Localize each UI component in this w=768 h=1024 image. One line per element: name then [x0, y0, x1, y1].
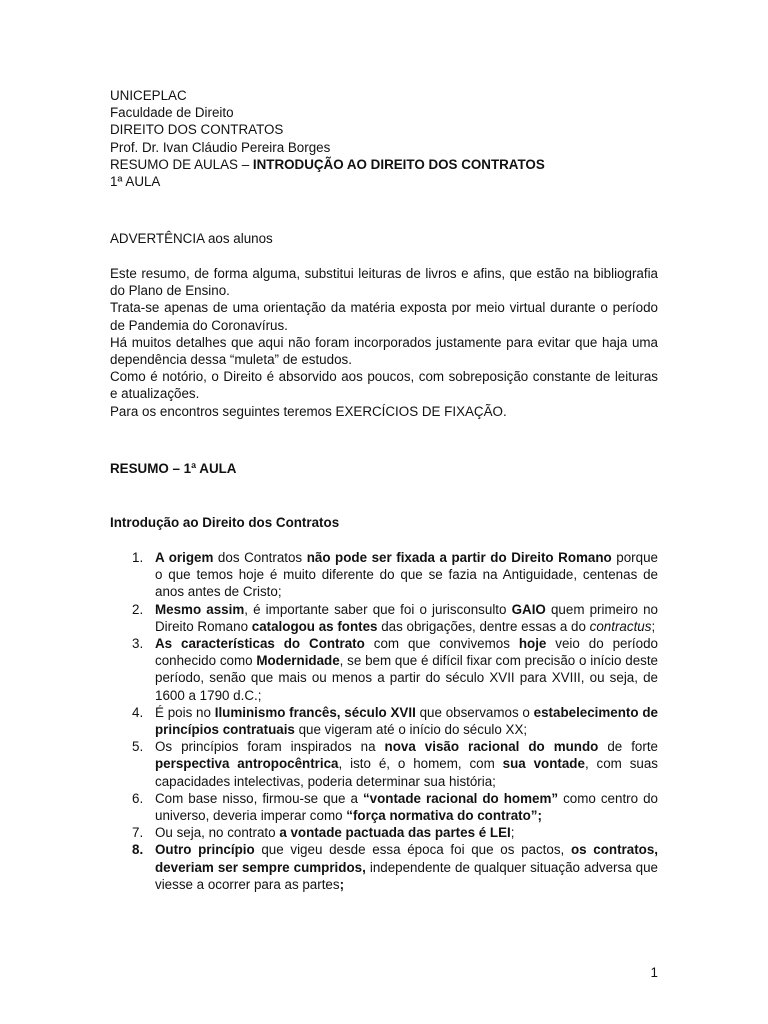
list-item	[110, 549, 658, 601]
list-item-number: 2.	[132, 601, 144, 617]
emphasis-text: A origem	[155, 550, 214, 565]
italic-text: contractus	[589, 618, 652, 634]
list-item-text: que vigeram até o início do século XX;	[294, 722, 528, 738]
emphasis-text: Iluminismo francês, século XVII	[214, 704, 416, 720]
list-item-text: , se bem que é difícil fixar com precisão o início deste período, senão que mais ou menos a partir do século XVII para XVIII, ou seja, de 1600 a 1790 d.C.;	[155, 653, 659, 703]
list-item-text: É pois no	[155, 704, 215, 720]
list-item-number: 8.	[132, 842, 144, 858]
list-item-number: 3.	[132, 636, 144, 652]
emphasis-text: não pode ser fixada a partir do Direito Romano	[306, 550, 612, 565]
list-item-text: , isto é, o homem, com	[338, 756, 503, 772]
list-item-text: como centro do universo, deveria imperar como	[155, 790, 658, 824]
warning-paragraph: Como é notório, o Direito é absorvido aos poucos, com sobreposição constante de leituras e atualizações.	[110, 369, 658, 402]
list-item-text: com que convivemos	[364, 636, 519, 652]
list-item-number: 7.	[132, 825, 144, 841]
list-item-text: dos Contratos	[213, 550, 307, 565]
list-item-text: , com suas capacidades intelectivas, poderia determinar sua história;	[155, 756, 658, 789]
list-item-text: , é importante saber que foi o jurisconsulto	[244, 601, 512, 617]
emphasis-text: os contratos, deveriam ser sempre cumpridos,	[155, 842, 658, 875]
summary-title-line	[110, 156, 658, 173]
list-item-number: 5.	[132, 739, 144, 755]
warning-paragraph: Para os encontros seguintes teremos EXERCÍCIOS DE FIXAÇÃO.	[110, 403, 507, 419]
emphasis-text: sua vontade	[502, 756, 585, 772]
page-number: 1	[650, 965, 658, 980]
list-item-text: Com base nisso, firmou-se que a	[155, 790, 363, 806]
list-item	[110, 704, 658, 738]
list-item-text: quem primeiro no Direito Romano	[155, 601, 658, 634]
list-item-text: de forte	[598, 739, 658, 755]
list-item-text: independente de qualquer situação adversa que viesse a ocorrer para as partes	[155, 859, 659, 892]
warning-paragraph: Há muitos detalhes que aqui não foram incorporados justamente para evitar que haja uma dependência dessa “muleta” de estudos.	[110, 334, 658, 368]
emphasis-text: a vontade pactuada das partes é LEI	[279, 825, 511, 841]
list-item	[110, 738, 658, 790]
list-item-text: veio do período conhecido como	[155, 636, 658, 669]
course-name: DIREITO DOS CONTRATOS	[110, 122, 284, 138]
list-item	[110, 635, 658, 704]
emphasis-text: nova visão racional do mundo	[384, 739, 599, 755]
list-item-text: porque o que temos hoje é muito diferente do que se fazia na Antiguidade, centenas de anos antes de Cristo;	[155, 550, 658, 600]
emphasis-text: As características do Contrato	[155, 636, 365, 652]
list-item-number: 6.	[132, 790, 144, 806]
list-item-text: que vigeu desde essa época foi que os pactos,	[254, 842, 571, 858]
list-item-text: Os princípios foram inspirados na	[155, 739, 385, 755]
list-item-text: ;	[651, 618, 656, 634]
warning-title: ADVERTÊNCIA aos alunos	[110, 231, 273, 246]
list-item	[110, 790, 658, 824]
summary-title-prefix: RESUMO DE AULAS –	[110, 156, 253, 172]
professor-name: Prof. Dr. Ivan Cláudio Pereira Borges	[110, 139, 331, 155]
list-item-text: das obrigações, dentre essas a do	[377, 618, 590, 634]
document-header	[110, 87, 658, 190]
list-item	[110, 841, 658, 893]
emphasis-text: “vontade racional do homem”	[362, 790, 559, 806]
list-item	[110, 601, 658, 635]
section-heading: Introdução ao Direito dos Contratos	[110, 515, 340, 530]
emphasis-text: Modernidade	[256, 653, 340, 669]
emphasis-text: Outro princípio	[155, 842, 255, 858]
lesson-label: 1ª AULA	[110, 174, 161, 190]
warning-paragraph: Trata-se apenas de uma orientação da matéria exposta por meio virtual durante o período de Pandemia do Coronavírus.	[110, 300, 658, 333]
faculty-name: Faculdade de Direito	[110, 105, 234, 121]
list-item	[110, 824, 658, 841]
emphasis-text: hoje	[518, 636, 547, 652]
list-item-text: que observamos o	[415, 704, 534, 720]
list-item-number: 1.	[132, 550, 144, 565]
warning-paragraph: Este resumo, de forma alguma, substitui leituras de livros e afins, que estão na bibliografia do Plano de Ensino.	[110, 266, 658, 299]
content-list	[110, 549, 658, 893]
emphasis-text: Mesmo assim	[155, 601, 245, 617]
list-item-number: 4.	[132, 704, 144, 720]
summary-title: INTRODUÇÃO AO DIREITO DOS CONTRATOS	[252, 156, 545, 172]
warning-section	[110, 265, 658, 420]
emphasis-text: ;	[339, 876, 345, 892]
emphasis-text: perspectiva antropocêntrica	[155, 756, 339, 772]
summary-heading: RESUMO – 1ª AULA	[110, 461, 237, 476]
emphasis-text: catalogou as fontes	[251, 618, 378, 634]
emphasis-text: estabelecimento de princípios contratuais	[155, 704, 658, 738]
list-item-text: Ou seja, no contrato	[155, 825, 280, 841]
emphasis-text: GAIO	[511, 601, 546, 617]
list-item-text: ;	[510, 825, 515, 841]
emphasis-text: “força normativa do contrato”;	[346, 808, 542, 824]
institution-name: UNICEPLAC	[110, 88, 187, 103]
